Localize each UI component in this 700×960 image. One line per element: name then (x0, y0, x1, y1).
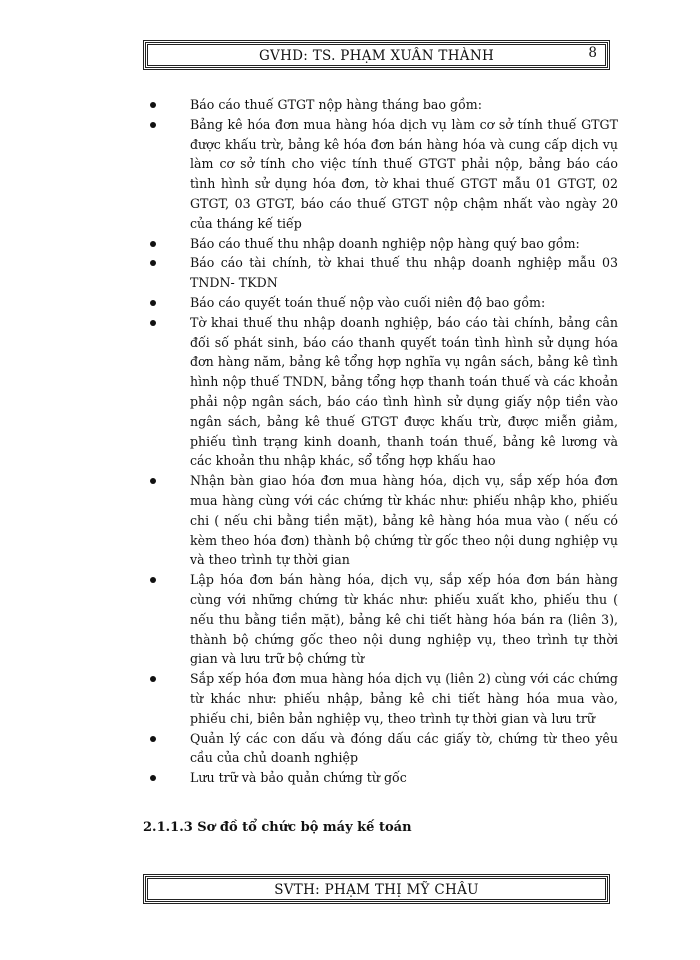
bullet-icon (150, 260, 156, 266)
page-footer (143, 874, 610, 904)
bullet-icon (150, 122, 156, 128)
page-header (143, 40, 610, 70)
list-item: Nhận bàn giao hóa đơn mua hàng hóa, dịch vụ, sắp xếp hóa đơn mua hàng cùng với các chứng từ khác như: phiếu nhập kho, phiếu chi ( nếu chi bằng tiền mặt), bảng kê hàng hóa mua vào ( nếu có kèm theo hóa đơn) thành bộ chứng từ gốc theo nội dung nghiệp vụ và theo trình tự thời gian (150, 471, 618, 570)
bullet-icon (150, 241, 156, 247)
list-item: Quản lý các con dấu và đóng dấu các giấy tờ, chứng từ theo yêu cầu của chủ doanh nghiệp (150, 729, 618, 769)
bullet-icon (150, 300, 156, 306)
bullet-icon (150, 676, 156, 682)
bullet-icon (150, 775, 156, 781)
list-item: Bảng kê hóa đơn mua hàng hóa dịch vụ làm cơ sở tính thuế GTGT được khấu trừ, bảng kê hóa đơn bán hàng hóa và cung cấp dịch vụ làm cơ sở tính cho việc tính thuế GTGT phải nộp, bảng báo cáo tình hình sử dụng hóa đơn, tờ khai thuế GTGT mẫu 01 GTGT, 02 GTGT, 03 GTGT, báo cáo thuế GTGT nộp chậm nhất vào ngày 20 của tháng kế tiếp (150, 115, 618, 234)
footer-title: SVTH: PHẠM THỊ MỸ CHÂU (274, 882, 479, 898)
list-item: Tờ khai thuế thu nhập doanh nghiệp, báo cáo tài chính, bảng cân đối số phát sinh, báo cáo thanh quyết toán tình hình sử dụng hóa đơn hàng năm, bảng kê tổng hợp nghĩa vụ ngân sách, bảng kê tình hình nộp thuế TNDN, bảng tổng hợp thanh toán thuế và các khoản phải nộp ngân sách, báo cáo tình hình sử dụng giấy nộp tiền vào ngân sách, bảng kê thuế GTGT được khấu trừ, được miễn giảm, phiếu tình trạng kinh doanh, thanh toán thuế, bảng kê lương và các khoản thu nhập khác, sổ tổng hợp khấu hao (150, 313, 618, 471)
bullet-icon (150, 478, 156, 484)
list-item: Sắp xếp hóa đơn mua hàng hóa dịch vụ (liên 2) cùng với các chứng từ khác như: phiếu nhập, bảng kê chi tiết hàng hóa mua vào, phiếu chi, biên bản nghiệp vụ, theo trình tự thời gian và lưu trữ (150, 669, 618, 728)
section-heading: 2.1.1.3 Sơ đồ tổ chức bộ máy kế toán (143, 820, 412, 835)
list-item: Báo cáo tài chính, tờ khai thuế thu nhập doanh nghiệp mẫu 03 TNDN- TKDN (150, 253, 618, 293)
list-item: Lưu trữ và bảo quản chứng từ gốc (150, 768, 618, 788)
list-item: Báo cáo thuế GTGT nộp hàng tháng bao gồm: (150, 95, 618, 115)
document-body (150, 95, 618, 788)
bullet-icon (150, 577, 156, 583)
bullet-icon (150, 102, 156, 108)
page-number: 8 (588, 45, 597, 61)
bullet-list (150, 95, 618, 788)
header-title: GVHD: TS. PHẠM XUÂN THÀNH (258, 48, 495, 64)
bullet-icon (150, 320, 156, 326)
list-item: Lập hóa đơn bán hàng hóa, dịch vụ, sắp xếp hóa đơn bán hàng cùng với những chứng từ khác như: phiếu xuất kho, phiếu thu ( nếu thu bằng tiền mặt), bảng kê chi tiết hàng hóa bán ra (liên 3), thành bộ chứng gốc theo nội dung nghiệp vụ, theo trình tự thời gian và lưu trữ bộ chứng từ (150, 570, 618, 669)
bullet-icon (150, 736, 156, 742)
list-item: Báo cáo thuế thu nhập doanh nghiệp nộp hàng quý bao gồm: (150, 234, 618, 254)
list-item: Báo cáo quyết toán thuế nộp vào cuối niên độ bao gồm: (150, 293, 618, 313)
